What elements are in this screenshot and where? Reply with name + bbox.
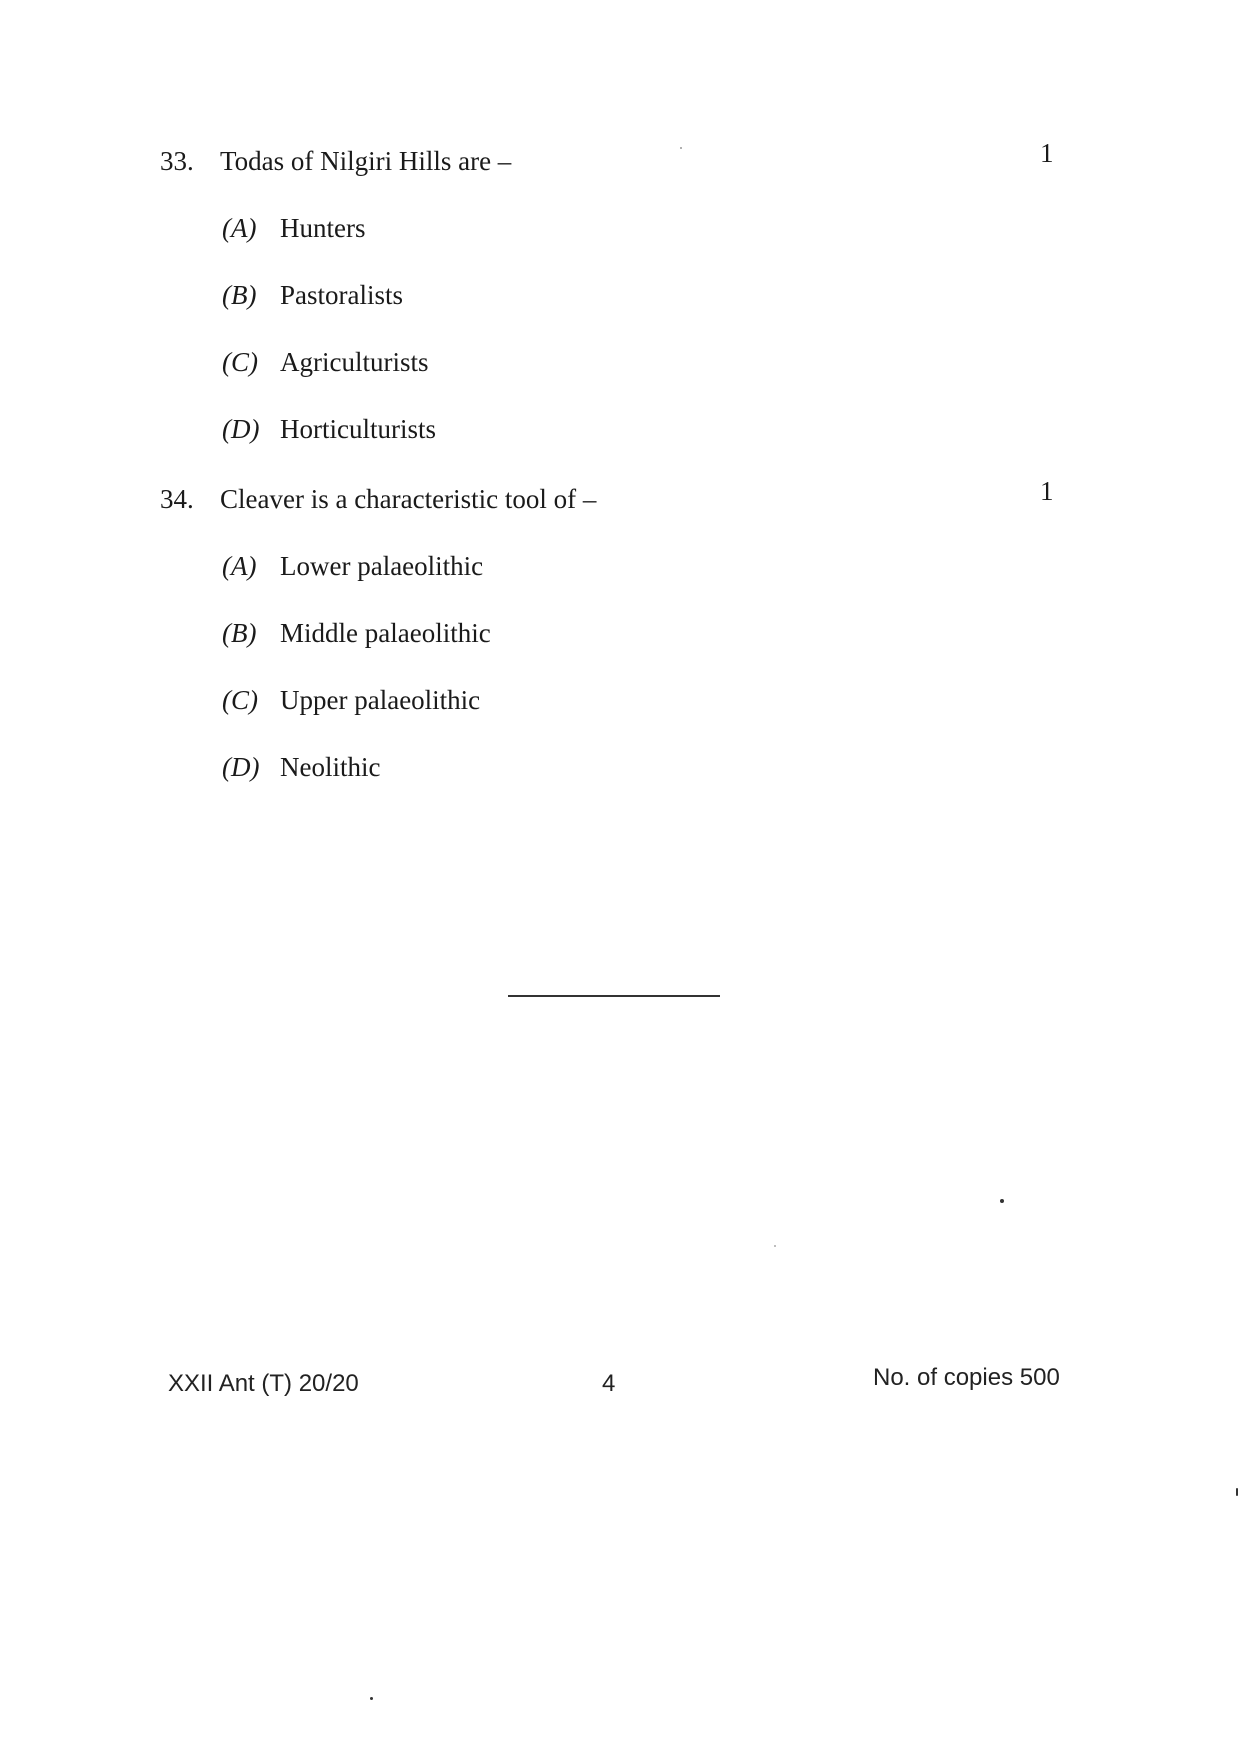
option-text: Pastoralists — [280, 280, 404, 310]
option-c — [160, 347, 1060, 387]
scan-speck — [1236, 1488, 1238, 1496]
option-text: Neolithic — [280, 752, 381, 782]
option-a — [160, 551, 1060, 591]
question-33 — [160, 138, 1060, 454]
question-text: Todas of Nilgiri Hills are – — [220, 146, 512, 176]
option-d — [160, 752, 1060, 792]
option-d — [160, 414, 1060, 454]
question-number: 33. — [160, 146, 194, 176]
scan-speck — [370, 1697, 373, 1700]
question-line — [160, 476, 1060, 524]
question-line — [160, 138, 1060, 186]
option-label: (D) — [222, 414, 260, 444]
option-text: Upper palaeolithic — [280, 685, 481, 715]
end-of-paper-rule — [508, 995, 720, 997]
question-number: 34. — [160, 484, 194, 514]
option-text: Middle palaeolithic — [280, 618, 491, 648]
option-c — [160, 685, 1060, 725]
footer-copies: No. of copies 500 — [873, 1364, 1060, 1391]
option-a — [160, 213, 1060, 253]
option-label: (C) — [222, 347, 258, 377]
question-34 — [160, 476, 1060, 792]
option-label: (A) — [222, 213, 257, 243]
option-text: Horticulturists — [280, 414, 436, 444]
footer-page-number: 4 — [602, 1370, 616, 1397]
option-b — [160, 618, 1060, 658]
question-text: Cleaver is a characteristic tool of – — [220, 484, 597, 514]
option-text: Lower palaeolithic — [280, 551, 484, 581]
footer-paper-code: XXII Ant (T) 20/20 — [168, 1370, 359, 1397]
option-text: Hunters — [280, 213, 366, 243]
scan-speck — [774, 1245, 776, 1247]
question-marks: 1 — [1040, 476, 1054, 506]
question-marks: 1 — [1040, 138, 1054, 168]
option-b — [160, 280, 1060, 320]
option-label: (A) — [222, 551, 257, 581]
option-label: (D) — [222, 752, 260, 782]
option-label: (B) — [222, 618, 257, 648]
option-label: (C) — [222, 685, 258, 715]
option-label: (B) — [222, 280, 257, 310]
scan-speck — [1000, 1199, 1004, 1203]
option-text: Agriculturists — [280, 347, 429, 377]
scan-speck — [680, 147, 682, 149]
